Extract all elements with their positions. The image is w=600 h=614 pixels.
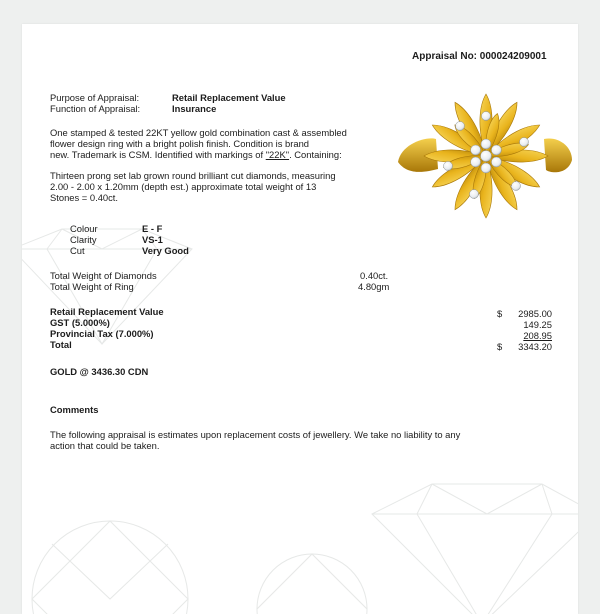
description-text: . Containing:: [289, 149, 342, 160]
currency-symbol: $: [497, 341, 503, 352]
diamond-weight-value: 0.40ct.: [360, 270, 389, 281]
purpose-label: Purpose of Appraisal:: [50, 92, 140, 103]
retail-value-amount: 2985.00: [518, 308, 552, 319]
grading-colour-label: Colour: [70, 223, 98, 234]
total-amount: 3343.20: [518, 341, 552, 352]
marking-text: "22K": [265, 149, 290, 160]
gold-price: GOLD @ 3436.30 CDN: [50, 366, 149, 377]
comments-text: [50, 429, 460, 451]
grading-cut-label: Cut: [70, 245, 85, 256]
currency-symbol: $: [497, 308, 503, 319]
appraisal-document: [22, 24, 578, 614]
diamond-weight-label: Total Weight of Diamonds: [50, 270, 157, 281]
total-label: Total: [50, 339, 72, 350]
grading-cut-value: Very Good: [142, 245, 189, 256]
description-line: flower design ring with a bright polish finish. Condition is brand: [50, 138, 309, 149]
description-line: One stamped & tested 22KT yellow gold combination cast & assembled: [50, 127, 347, 138]
ring-weight-label: Total Weight of Ring: [50, 281, 134, 292]
grading-colour-value: E - F: [142, 223, 163, 234]
description-line: [50, 149, 347, 160]
gold-flower-ring-icon: [396, 84, 574, 234]
stones-line: Stones = 0.40ct.: [50, 192, 119, 203]
grading-clarity-label: Clarity: [70, 234, 97, 245]
function-value: Insurance: [172, 103, 217, 114]
purpose-value: Retail Replacement Value: [172, 92, 286, 103]
comments-line: The following appraisal is estimates upon replacement costs of jewellery. We take no liability to any: [50, 429, 461, 440]
comments-line: action that could be taken.: [50, 440, 160, 451]
provincial-tax-label: Provincial Tax (7.000%): [50, 328, 154, 339]
appraisal-number: [412, 51, 547, 62]
ring-weight-value: 4.80gm: [358, 281, 390, 292]
retail-value-label: Retail Replacement Value: [50, 306, 164, 317]
comments-heading: Comments: [50, 404, 99, 415]
gst-amount: 149.25: [523, 319, 552, 330]
function-label: Function of Appraisal:: [50, 103, 141, 114]
stones-line: Thirteen prong set lab grown round brilliant cut diamonds, measuring: [50, 170, 336, 181]
grading-clarity-value: VS-1: [142, 234, 163, 245]
appraisal-number-value: 000024209001: [479, 51, 547, 62]
item-description: [50, 127, 347, 160]
gst-label: GST (5.000%): [50, 317, 110, 328]
description-text: new. Trademark is CSM. Identified with markings of: [50, 149, 266, 160]
appraisal-number-label: Appraisal No:: [412, 51, 478, 62]
provincial-tax-amount: 208.95: [523, 330, 552, 341]
stones-description: [50, 170, 336, 203]
stones-line: 2.00 - 2.00 x 1.20mm (depth est.) approximate total weight of 13: [50, 181, 317, 192]
